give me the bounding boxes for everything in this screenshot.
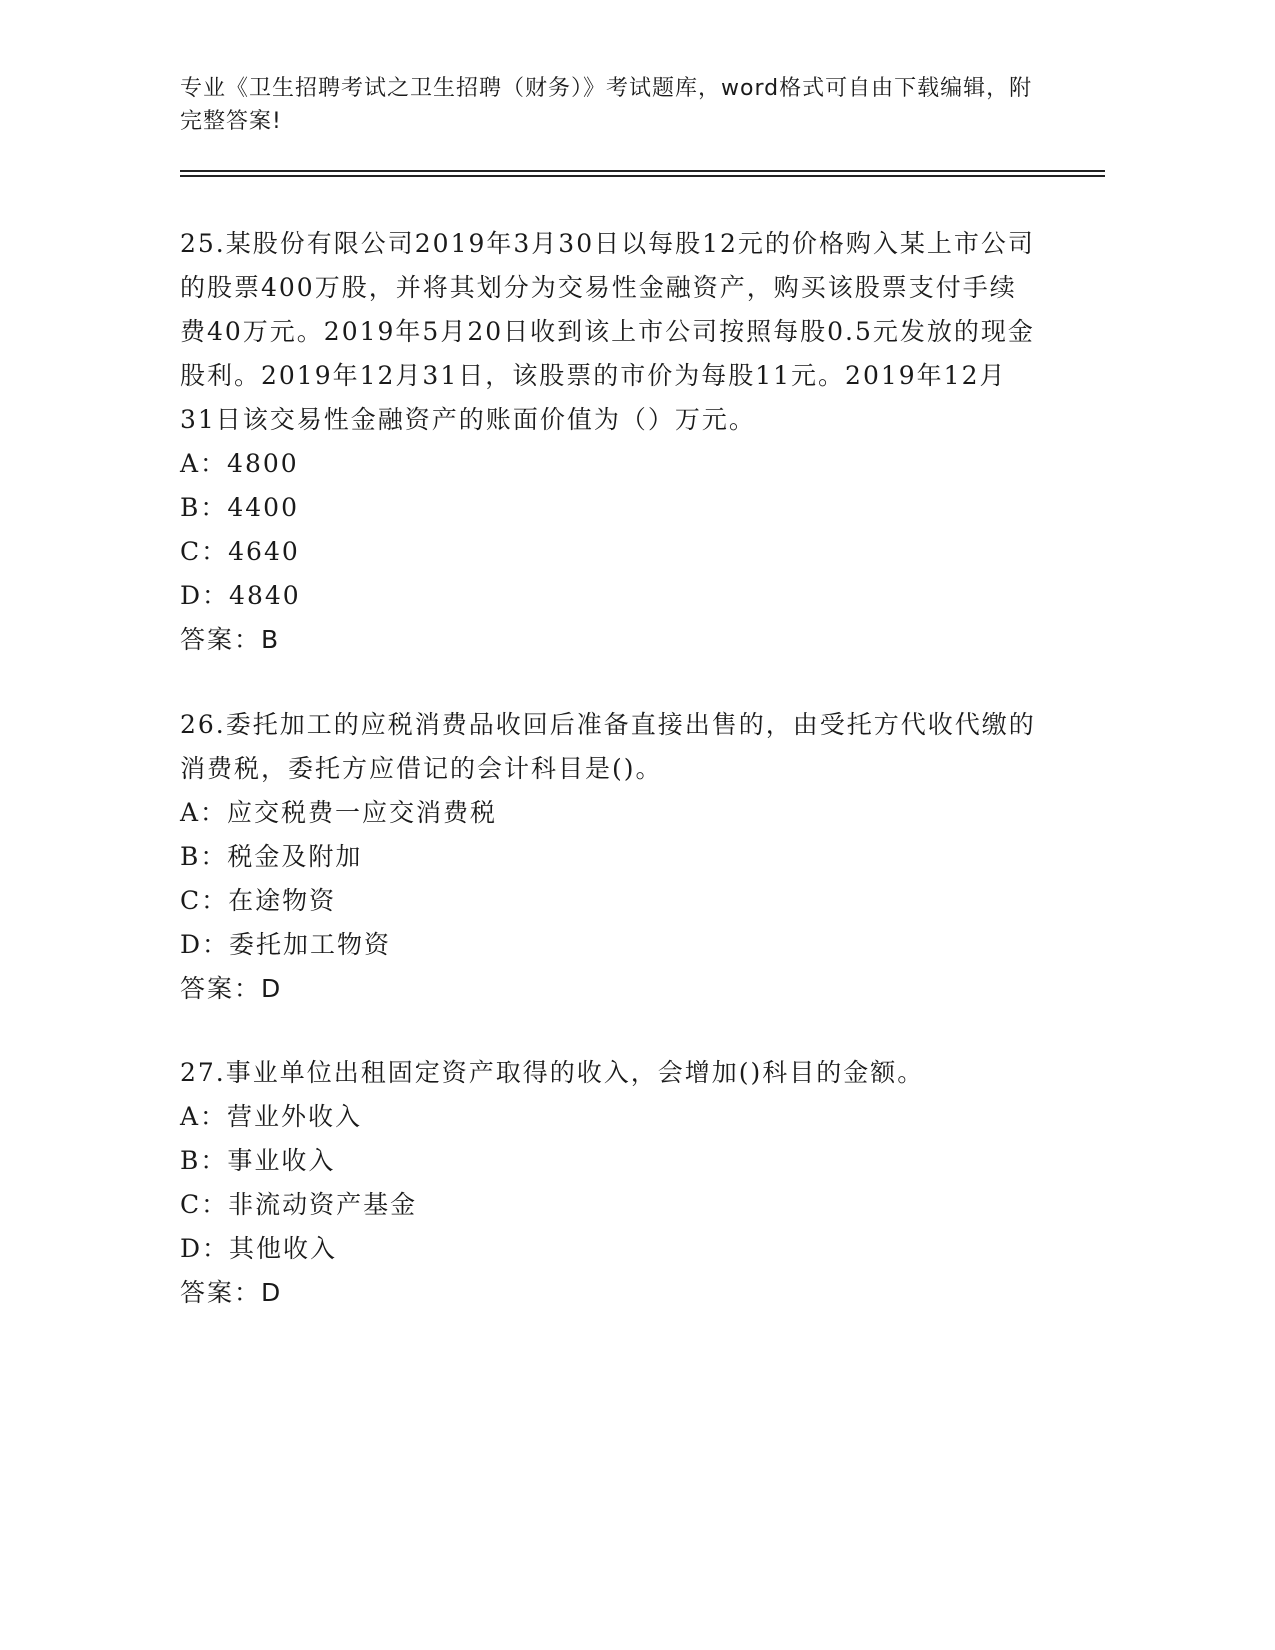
option-c: C：非流动资产基金 [180, 1190, 418, 1219]
option-b: B：税金及附加 [180, 842, 363, 871]
option-d: D：委托加工物资 [180, 930, 392, 959]
question-27 [180, 1051, 1040, 1315]
question-25 [180, 222, 1040, 662]
option-d: D：4840 [180, 581, 301, 610]
option-c: C：在途物资 [180, 886, 337, 915]
header-divider-top [180, 170, 1105, 172]
option-a: A：应交税费一应交消费税 [180, 798, 498, 827]
option-b: B：事业收入 [180, 1146, 336, 1175]
option-d: D：其他收入 [180, 1234, 338, 1263]
question-text: 25.某股份有限公司2019年3月30日以每股12元的价格购入某上市公司的股票400万股，并将其划分为交易性金融资产，购买该股票支付手续费40万元。2019年5月20日收到该上市公司按照每股0.5元发放的现金股利。2019年12月31日，该股票的市价为每股11元。2019年12月31日该交易性金融资产的账面价值为（）万元。 [180, 229, 1035, 434]
answer: 答案：D [180, 1278, 283, 1307]
header-title: 专业《卫生招聘考试之卫生招聘（财务）》考试题库，word格式可自由下载编辑，附完整答案! [180, 76, 1033, 134]
option-b: B：4400 [180, 493, 299, 522]
header-divider-bottom [180, 175, 1105, 177]
document-header [180, 72, 1040, 138]
option-a: A：4800 [180, 449, 299, 478]
question-text: 27.事业单位出租固定资产取得的收入，会增加()科目的金额。 [180, 1058, 925, 1087]
question-26 [180, 703, 1040, 1011]
answer: 答案：D [180, 974, 283, 1003]
option-a: A：营业外收入 [180, 1102, 363, 1131]
option-c: C：4640 [180, 537, 300, 566]
question-text: 26.委托加工的应税消费品收回后准备直接出售的，由受托方代收代缴的消费税，委托方应借记的会计科目是()。 [180, 710, 1036, 783]
answer: 答案：B [180, 625, 281, 654]
